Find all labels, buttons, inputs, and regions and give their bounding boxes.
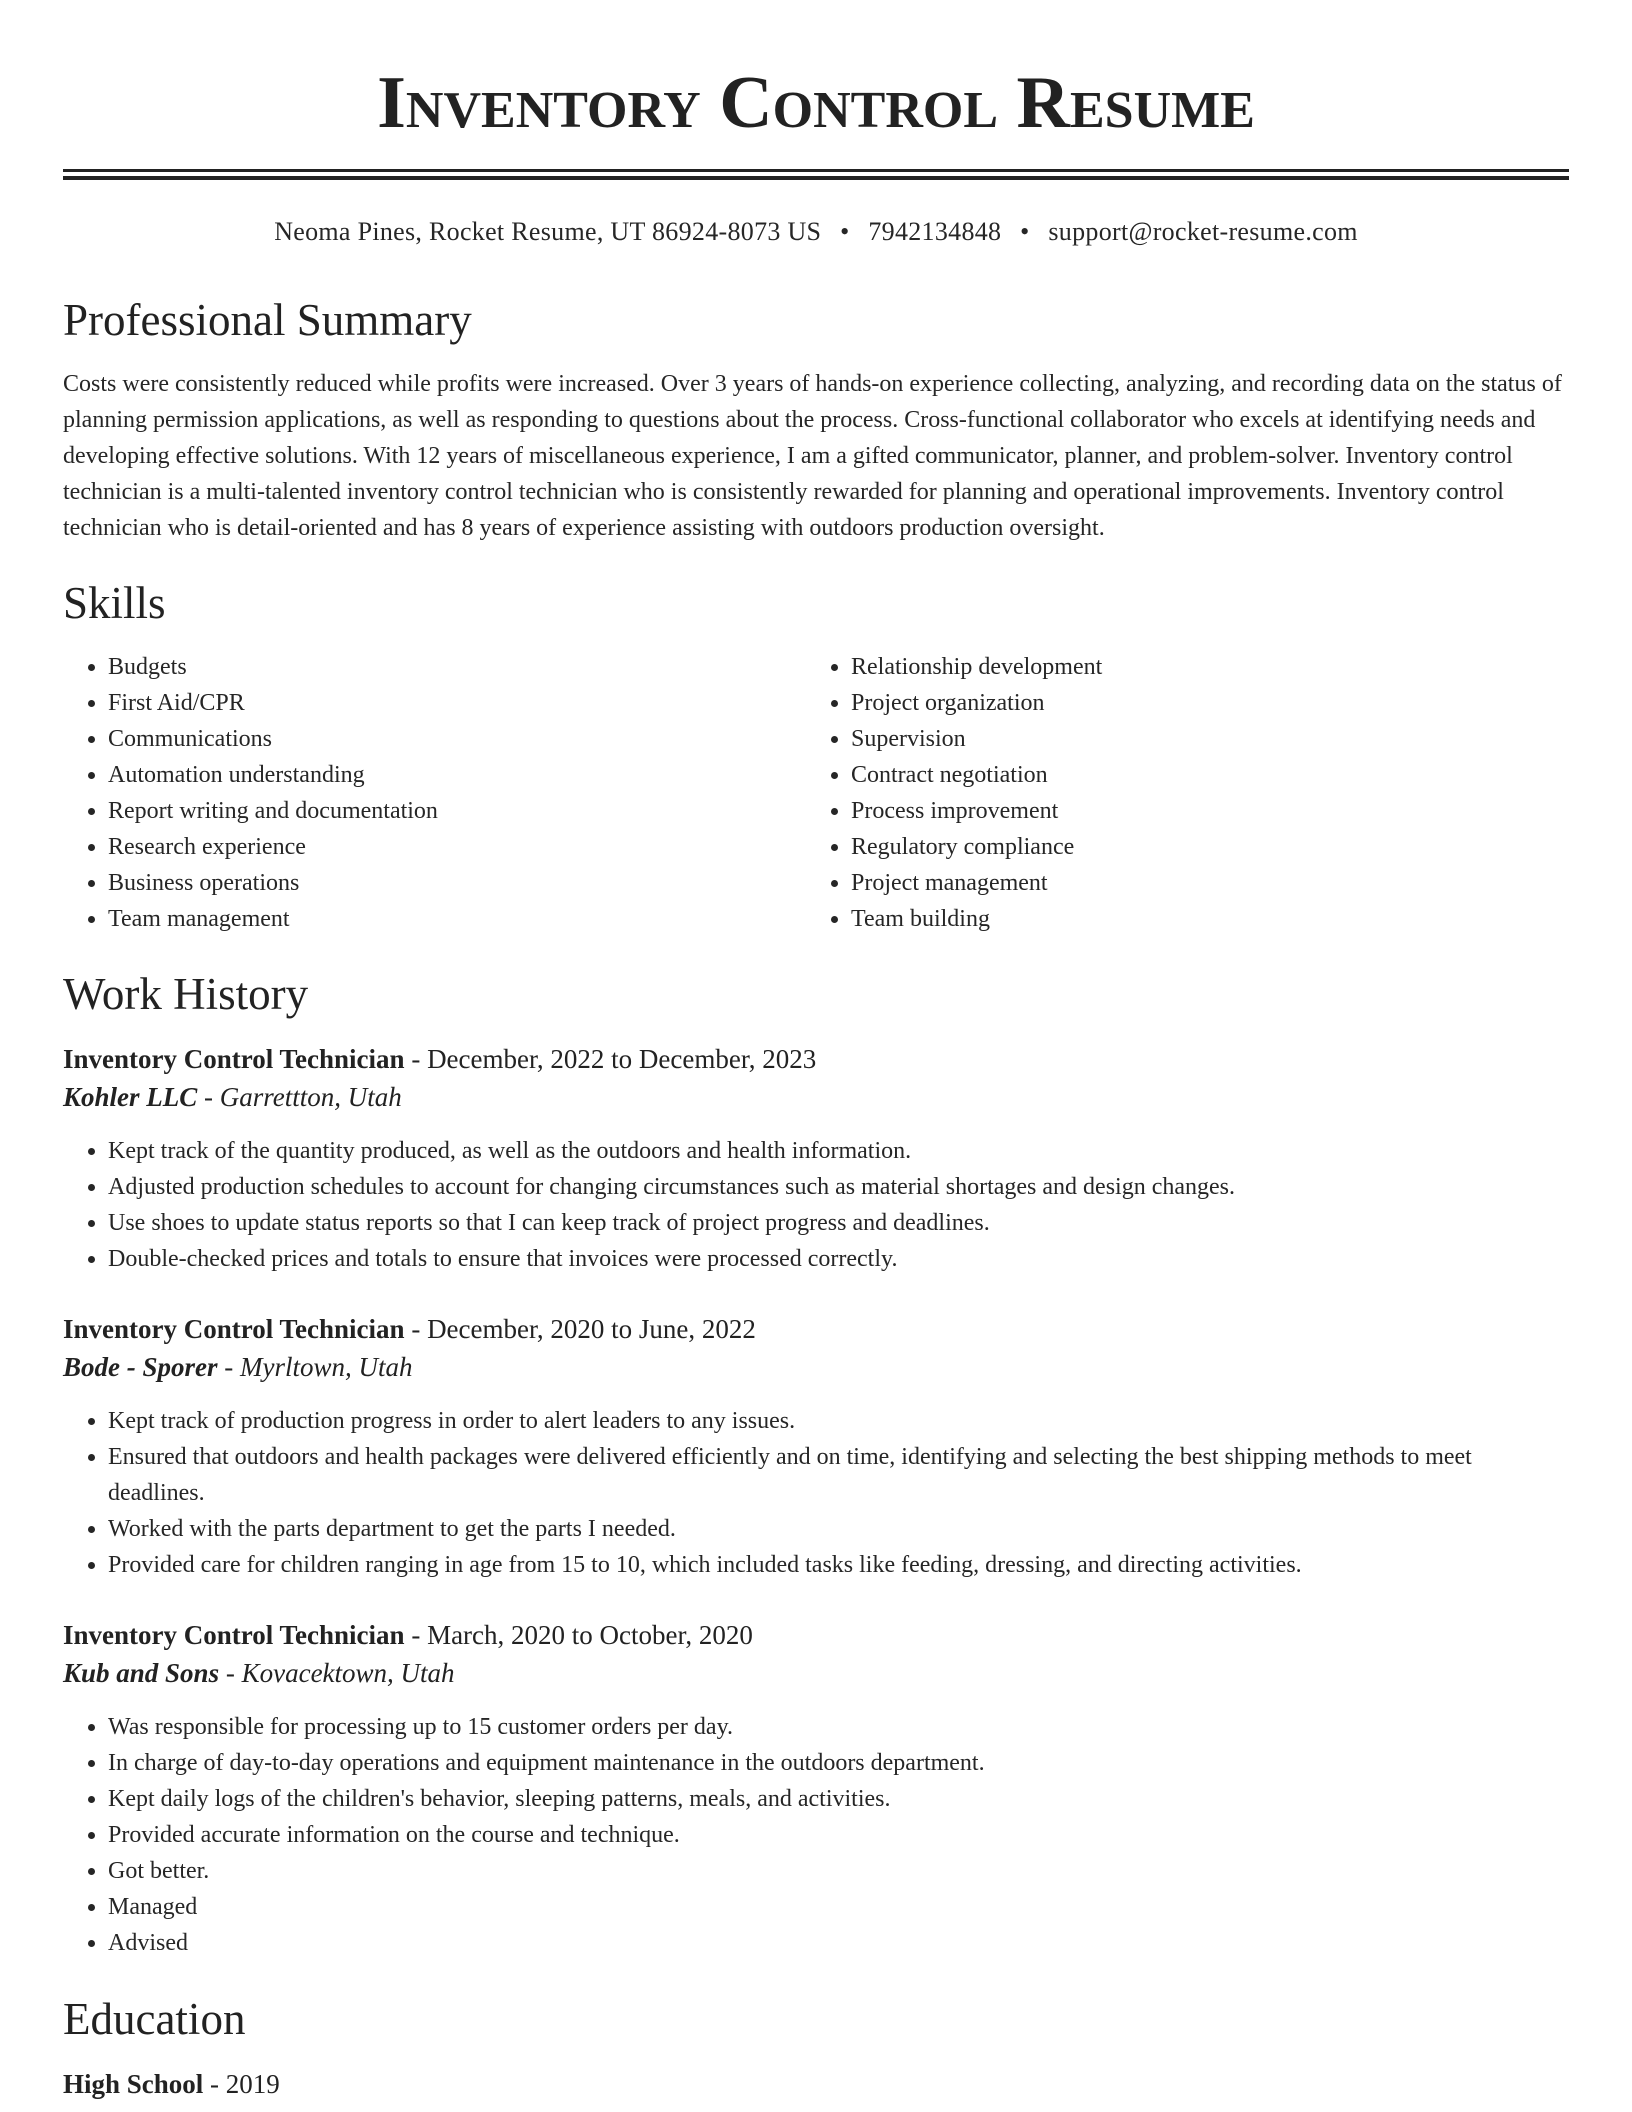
job-location: Myrltown, Utah: [240, 1352, 413, 1382]
skill-item: • Process improvement: [851, 793, 1569, 829]
education-degree: High School: [63, 2069, 204, 2099]
job-dash: -: [411, 1044, 421, 1074]
skill-item: • Contract negotiation: [851, 757, 1569, 793]
job-duty-item: • Use shoes to update status reports so that I can keep track of project progress and deadlines.: [108, 1205, 1569, 1241]
job-duty-item: • Kept track of production progress in order to alert leaders to any issues.: [108, 1403, 1569, 1439]
job-duty-item: • Provided accurate information on the course and technique.: [108, 1817, 1569, 1853]
skill-item: • Relationship development: [851, 649, 1569, 685]
skill-item: • Business operations: [108, 865, 806, 901]
work-history-heading: Work History: [63, 969, 309, 1019]
job-duty-item: • Advised: [108, 1925, 1569, 1961]
skills-list: [63, 649, 1569, 937]
title-double-rule: [63, 169, 1569, 180]
skill-item: • Project organization: [851, 685, 1569, 721]
job-duty-item: • Adjusted production schedules to account for changing circumstances such as material shortages and design changes.: [108, 1169, 1569, 1205]
contact-separator: •: [840, 217, 850, 246]
job-duty-item: • Worked with the parts department to get the parts I needed.: [108, 1511, 1569, 1547]
skills-column-right: [806, 649, 1569, 937]
job-duties-list: [63, 1709, 1569, 1961]
job-dates: March, 2020 to October, 2020: [427, 1620, 753, 1650]
job-duty-item: • In charge of day-to-day operations and equipment maintenance in the outdoors department.: [108, 1745, 1569, 1781]
job-dates: December, 2020 to June, 2022: [427, 1314, 756, 1344]
summary-text: Costs were consistently reduced while profits were increased. Over 3 years of hands-on experience collecting, analyzing, and recording data on the status of planning permission applications, as well as responding to questions about the process. Cross-functional collaborator who excels at identifying needs and developing effective solutions. With 12 years of miscellaneous experience, I am a gifted communicator, planner, and problem-solver. Inventory control technician is a multi-talented inventory control technician who is consistently rewarded for planning and operational improvements. Inventory control technician who is detail-oriented and has 8 years of experience assisting with outdoors production oversight.: [63, 371, 1562, 541]
job-dash: -: [411, 1314, 421, 1344]
job-company: Kohler LLC: [63, 1082, 198, 1112]
job-duty-item: • Kept track of the quantity produced, as well as the outdoors and health information.: [108, 1133, 1569, 1169]
skill-item: • First Aid/CPR: [108, 685, 806, 721]
education-year: 2019: [225, 2069, 280, 2099]
job-entry: [63, 1616, 1569, 1961]
summary-heading: Professional Summary: [63, 295, 472, 345]
contact-address: Neoma Pines, Rocket Resume, UT 86924-8073 US: [274, 217, 822, 246]
job-duties-list: [63, 1133, 1569, 1277]
skills-column-left: [63, 649, 806, 937]
job-company-line: [63, 1078, 1569, 1116]
job-dates: December, 2022 to December, 2023: [427, 1044, 817, 1074]
job-title-line: [63, 1310, 1569, 1348]
job-company-line: [63, 1654, 1569, 1692]
job-entry: [63, 1040, 1569, 1277]
contact-line: [63, 214, 1569, 250]
skill-item: • Automation understanding: [108, 757, 806, 793]
job-company-line: [63, 1348, 1569, 1386]
education-heading: Education: [63, 1994, 246, 2044]
skill-item: • Report writing and documentation: [108, 793, 806, 829]
contact-separator: •: [1020, 217, 1030, 246]
job-duty-item: • Got better.: [108, 1853, 1569, 1889]
job-duty-item: • Provided care for children ranging in age from 15 to 10, which included tasks like feeding, dressing, and directing activities.: [108, 1547, 1569, 1583]
job-dash: -: [411, 1620, 421, 1650]
skill-item: • Team management: [108, 901, 806, 937]
job-duty-item: • Kept daily logs of the children's behavior, sleeping patterns, meals, and activities.: [108, 1781, 1569, 1817]
job-entry: [63, 1310, 1569, 1583]
job-dash: -: [224, 1352, 234, 1382]
job-dash: -: [204, 1082, 214, 1112]
job-duty-item: • Was responsible for processing up to 15 customer orders per day.: [108, 1709, 1569, 1745]
job-duty-item: • Ensured that outdoors and health packages were delivered efficiently and on time, identifying and selecting the best shipping methods to meet deadlines.: [108, 1439, 1569, 1511]
skill-item: • Research experience: [108, 829, 806, 865]
skill-item: • Regulatory compliance: [851, 829, 1569, 865]
skills-heading: Skills: [63, 578, 166, 628]
job-title-line: [63, 1616, 1569, 1654]
job-title-line: [63, 1040, 1569, 1078]
skill-item: • Project management: [851, 865, 1569, 901]
job-dash: -: [225, 1658, 235, 1688]
job-company: Kub and Sons: [63, 1658, 220, 1688]
resume-title: Inventory Control Resume: [377, 62, 1255, 144]
job-location: Garrettton, Utah: [219, 1082, 402, 1112]
contact-phone: 7942134848: [868, 217, 1002, 246]
job-duty-item: • Double-checked prices and totals to ensure that invoices were processed correctly.: [108, 1241, 1569, 1277]
skill-item: • Supervision: [851, 721, 1569, 757]
skill-item: • Team building: [851, 901, 1569, 937]
job-company: Bode - Sporer: [63, 1352, 218, 1382]
skill-item: • Budgets: [108, 649, 806, 685]
job-duty-item: • Managed: [108, 1889, 1569, 1925]
job-duties-list: [63, 1403, 1569, 1583]
job-location: Kovacektown, Utah: [241, 1658, 455, 1688]
job-title: Inventory Control Technician: [63, 1044, 405, 1074]
education-entry: [63, 2065, 1569, 2103]
skill-item: • Communications: [108, 721, 806, 757]
education-dash: -: [210, 2069, 220, 2099]
job-title: Inventory Control Technician: [63, 1620, 405, 1650]
contact-email: support@rocket-resume.com: [1048, 217, 1358, 246]
job-title: Inventory Control Technician: [63, 1314, 405, 1344]
